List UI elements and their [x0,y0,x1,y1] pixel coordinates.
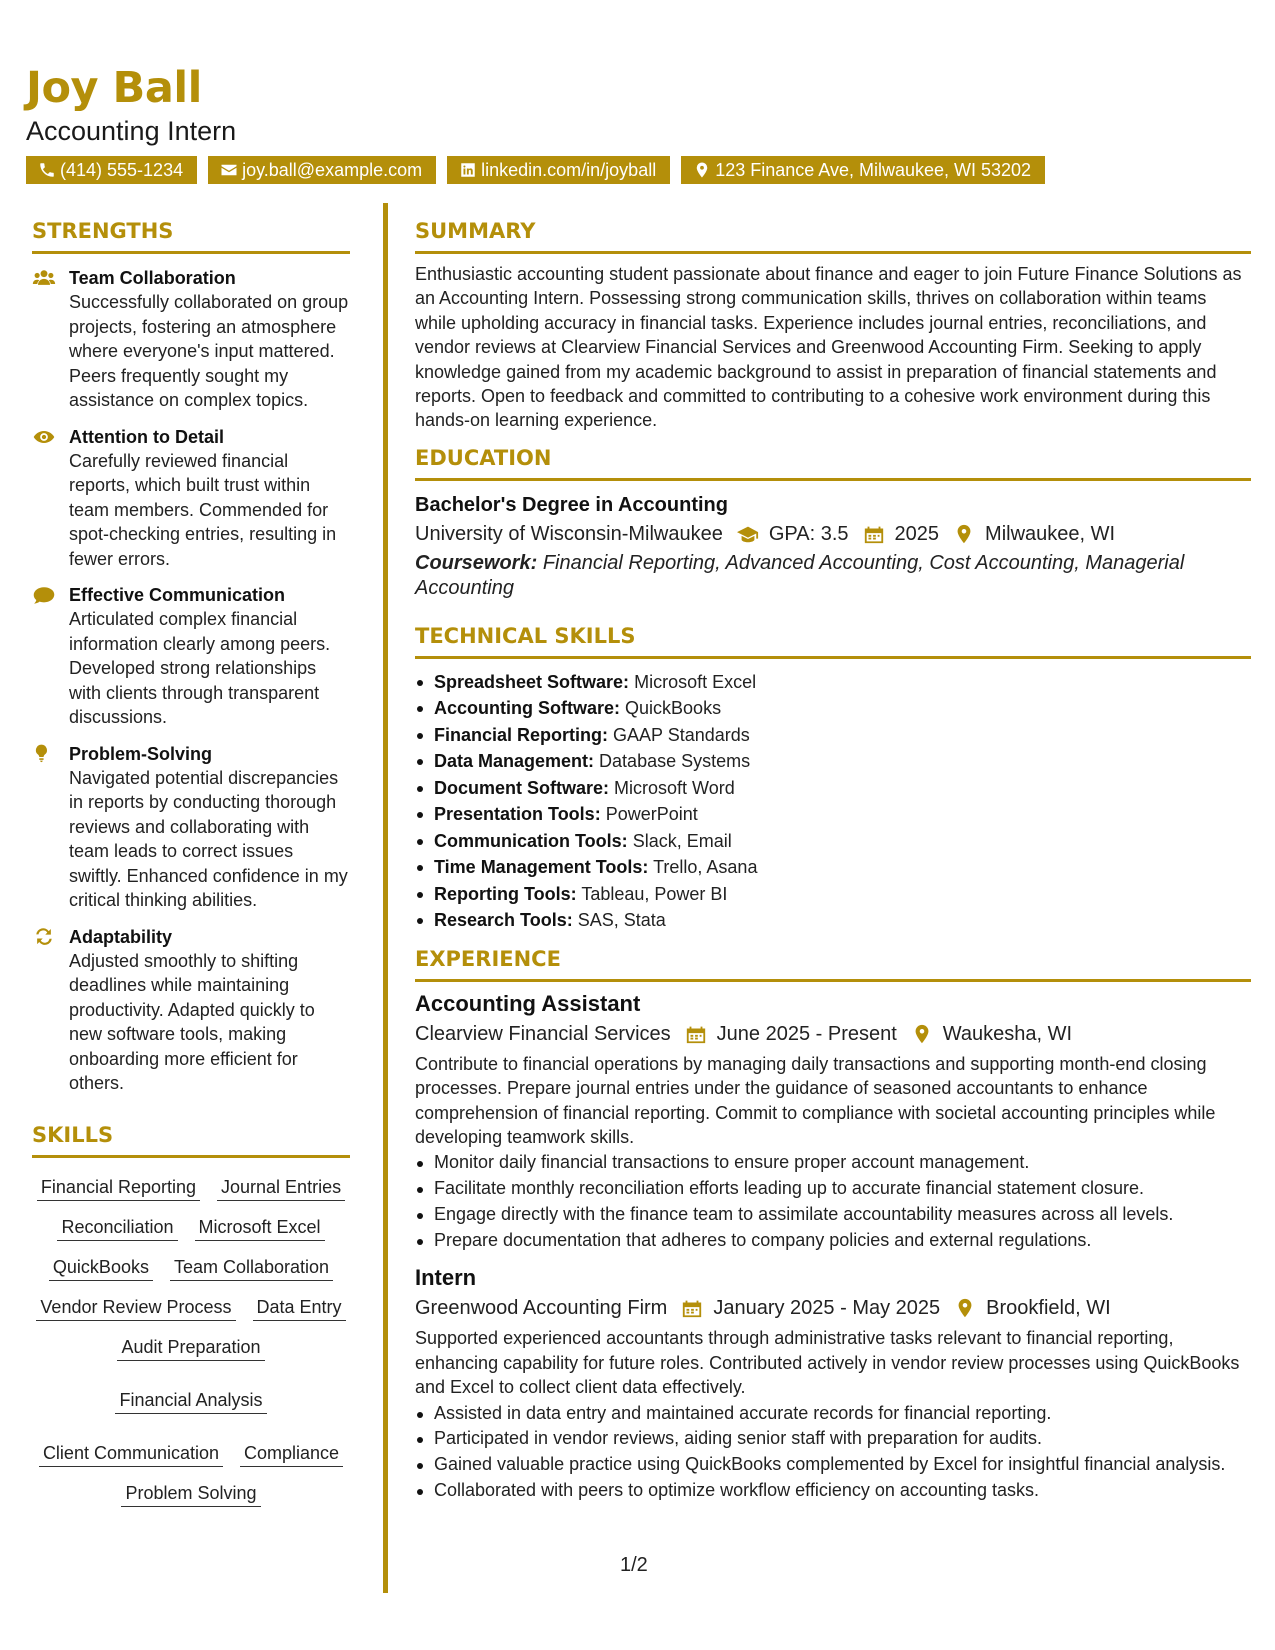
map-pin-icon [911,1024,933,1044]
calendar-icon [681,1298,703,1318]
envelope-icon [220,161,238,179]
skill-tag: Financial Analysis [115,1387,266,1414]
coursework-label: Coursework: [415,551,538,574]
list-item: Engage directly with the finance team to assimilate accountability measures across all levels. [415,1202,1251,1227]
strength-description: Adjusted smoothly to shifting deadlines while maintaining productivity. Adapted quickly to new software tools, making onboarding more efficient for others. [69,950,315,1093]
list-item: Accounting Software: QuickBooks [415,695,1251,722]
technical-skills-list [415,669,1251,934]
list-item: Time Management Tools: Trello, Asana [415,854,1251,881]
gpa: GPA: 3.5 [768,522,849,545]
list-item: Gained valuable practice using QuickBooks complemented by Excel for insightful financial analysis. [415,1452,1251,1477]
experience-entry [415,1263,1251,1502]
skill-tag: Problem Solving [121,1480,260,1507]
strength-item [32,925,350,1096]
list-item: Communication Tools: Slack, Email [415,828,1251,855]
coursework-list: Financial Reporting, Advanced Accounting, Cost Accounting, Managerial Accounting [415,551,1185,599]
strength-item [32,742,350,913]
achievement-list [415,1401,1251,1503]
list-item: Monitor daily financial transactions to ensure proper account management. [415,1150,1251,1175]
list-item: Facilitate monthly reconciliation efforts leading up to accurate financial statement closure. [415,1176,1251,1201]
list-item: Presentation Tools: PowerPoint [415,801,1251,828]
map-pin-icon [954,1298,976,1318]
technical-skills-heading: TECHNICAL SKILLS [415,621,1251,659]
calendar-icon [685,1024,707,1044]
skill-tag: QuickBooks [49,1254,153,1281]
skill-tag: Data Entry [253,1294,346,1321]
list-item: Financial Reporting: GAAP Standards [415,722,1251,749]
list-item: Prepare documentation that adheres to company policies and external regulations. [415,1228,1251,1253]
skill-tag: Audit Preparation [117,1334,264,1361]
map-pin-icon [693,161,711,179]
lightbulb-icon [32,743,56,765]
skills-heading: SKILLS [32,1120,350,1158]
role-description: Contribute to financial operations by managing daily transactions and supporting month-end closing processes. Prepare journal entries under the guidance of seasoned accountants to enhance comprehension of financial reporting. Commit to compliance with societal accounting principles while developing teamwork skills. [415,1053,1216,1148]
school-location: Milwaukee, WI [985,522,1116,545]
skill-tag: Compliance [240,1440,343,1467]
skills-list [32,1170,350,1507]
calendar-icon [863,524,885,544]
linkedin-chip[interactable] [447,156,670,184]
list-item: Collaborated with peers to optimize workflow efficiency on accounting tasks. [415,1478,1251,1503]
date-range: June 2025 - Present [716,1022,897,1045]
date-range: January 2025 - May 2025 [713,1297,941,1320]
list-item: Participated in vendor reviews, aiding senior staff with preparation for audits. [415,1426,1251,1451]
strength-title: Adaptability [69,926,173,947]
achievement-list [415,1150,1251,1252]
strength-title: Team Collaboration [69,268,236,288]
strength-description: Articulated complex financial information clearly among peers. Developed strong relationships with clients through transparent discussions. [69,609,331,727]
education-heading: EDUCATION [415,443,1251,481]
column-divider [383,203,388,1593]
linkedin-icon [459,161,477,179]
experience-heading: EXPERIENCE [415,944,1251,982]
summary-text: Enthusiastic accounting student passionate about finance and eager to join Future Finance Solutions as an Accounting Intern. Possessing strong communication skills, thrives on collaboration within teams while upholding accuracy in financial tasks. Experience includes journal entries, reconciliations, and vendor reviews at Clearview Financial Services and Greenwood Accounting Firm. Seeking to apply knowledge gained from my academic background to assist in preparation of financial statements and reports. Open to feedback and committed to contributing to a cohesive work environment during this hands-on learning experience. [415,264,1242,431]
role-description: Supported experienced accountants through administrative tasks relevant to financial reporting, enhancing capability for future roles. Contributed actively in vendor review processes using QuickBooks and Excel to collect client data effectively. [415,1328,1240,1398]
left-column [32,216,350,1507]
job-location: Brookfield, WI [986,1297,1111,1320]
strength-item [32,266,350,413]
page-number: 1/2 [620,1554,648,1576]
skill-tag: Journal Entries [217,1174,345,1201]
phone-icon [38,161,56,179]
skill-tag: Financial Reporting [37,1174,200,1201]
list-item: Spreadsheet Software: Microsoft Excel [415,669,1251,696]
job-location: Waukesha, WI [942,1022,1073,1045]
experience-meta [415,1293,1251,1323]
job-title: Accounting Intern [26,116,237,146]
phone-chip[interactable] [26,156,197,184]
summary-heading: SUMMARY [415,216,1251,254]
strength-title: Effective Communication [69,585,286,605]
degree-name: Bachelor's Degree in Accounting [415,493,728,516]
skill-tag: Team Collaboration [170,1254,333,1281]
phone-text: (414) 555-1234 [60,160,184,180]
role-title: Accounting Assistant [415,990,641,1016]
address-chip[interactable] [681,156,1045,184]
list-item: Data Management: Database Systems [415,748,1251,775]
list-item: Assisted in data entry and maintained accurate records for financial reporting. [415,1401,1251,1426]
education-meta [415,519,1251,549]
strength-title: Problem-Solving [69,743,213,764]
linkedin-text: linkedin.com/in/joyball [481,160,657,180]
strength-description: Navigated potential discrepancies in reports by conducting thorough reviews and collaborating with team leads to correct issues swiftly. Enhanced confidence in my critical thinking abilities. [69,767,348,910]
list-item: Document Software: Microsoft Word [415,775,1251,802]
skill-tag: Vendor Review Process [36,1294,235,1321]
strength-description: Successfully collaborated on group projects, fostering an atmosphere where everyone's input mattered. Peers frequently sought my assistance on complex topics. [69,292,349,410]
speech-bubble-icon [32,584,56,606]
experience-meta [415,1019,1251,1049]
company-name: Greenwood Accounting Firm [415,1297,668,1320]
address-text: 123 Finance Ave, Milwaukee, WI 53202 [715,160,1032,180]
strength-title: Attention to Detail [69,426,224,447]
users-icon [32,267,56,289]
company-name: Clearview Financial Services [415,1022,671,1045]
list-item: Reporting Tools: Tableau, Power BI [415,881,1251,908]
contact-bar [26,156,1256,184]
strengths-heading: STRENGTHS [32,216,350,254]
list-item: Research Tools: SAS, Stata [415,907,1251,934]
skill-tag: Reconciliation [57,1214,177,1241]
resume-header [26,62,1256,184]
school-name: University of Wisconsin-Milwaukee [415,522,723,545]
experience-entry [415,989,1251,1253]
strength-description: Carefully reviewed financial reports, which built trust within team members. Commended for spot-checking entries, resulting in fewer errors. [69,450,337,569]
eye-icon [32,426,56,448]
skill-tag: Client Communication [39,1440,223,1467]
skill-tag: Microsoft Excel [195,1214,325,1241]
right-column [415,216,1251,1504]
email-chip[interactable] [208,156,436,184]
strength-item [32,425,350,572]
graduation-cap-icon [737,524,759,544]
candidate-name: Joy Ball [26,63,202,113]
refresh-icon [32,926,56,948]
email-text: joy.ball@example.com [242,160,423,180]
role-title: Intern [415,1265,477,1291]
coursework [415,551,1251,601]
strength-item [32,583,350,730]
graduation-year: 2025 [894,522,940,545]
map-pin-icon [953,524,975,544]
